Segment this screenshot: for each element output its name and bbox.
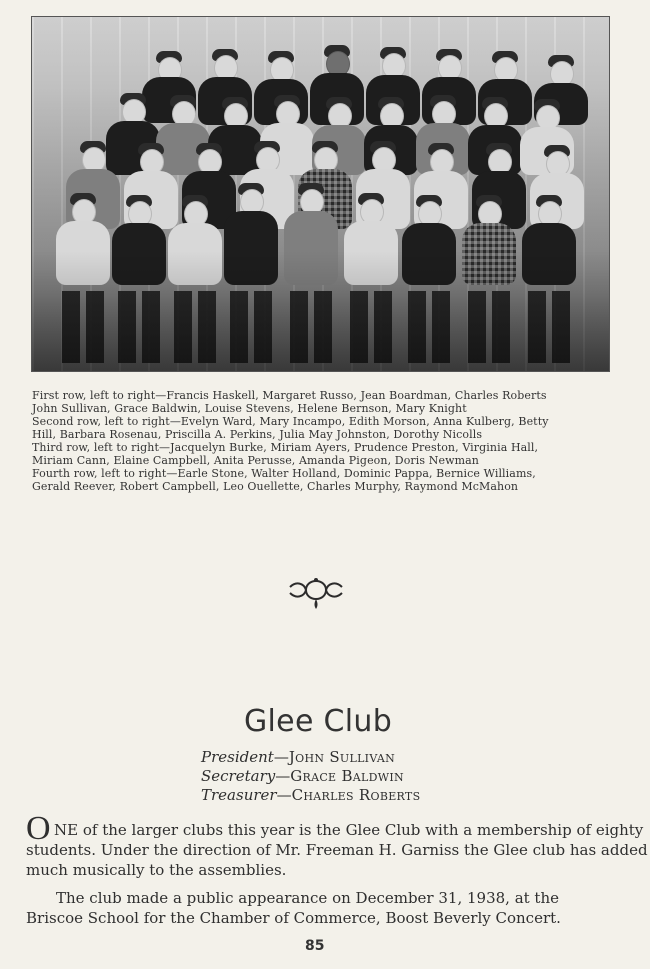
caption-line: John Sullivan, Grace Baldwin, Louise Stevens, Helene Bernson, Mary Knight (32, 402, 467, 415)
officer-name: Charles Roberts (291, 786, 421, 804)
officer-dash: — (273, 748, 289, 766)
officer-role: Secretary (201, 767, 276, 785)
paragraph-line: much musically to the assemblies. (26, 861, 287, 879)
caption-line: Hill, Barbara Rosenau, Priscilla A. Perkins, Julia May Johnston, Dorothy Nicolls (32, 428, 483, 441)
caption-line: Fourth row, left to right—Earle Stone, Walter Holland, Dominic Pappa, Bernice Williams, (32, 467, 536, 480)
officer-row (201, 786, 420, 805)
officer-name: Grace Baldwin (290, 767, 404, 785)
officer-row (201, 748, 420, 767)
page-number: 85 (305, 938, 325, 954)
officer-dash: — (276, 786, 292, 804)
caption-line: Second row, left to right—Evelyn Ward, Mary Incampo, Edith Morson, Anna Kulberg, Betty (32, 415, 549, 428)
officer-list (201, 748, 420, 805)
officer-role: President (201, 748, 274, 766)
caption-line: Miriam Cann, Elaine Campbell, Anita Perusse, Amanda Pigeon, Doris Newman (32, 454, 479, 467)
drop-cap: O (26, 810, 51, 847)
officer-dash: — (275, 767, 291, 785)
club-description (26, 810, 648, 928)
paragraph-line: NE of the larger clubs this year is the Glee Club with a membership of eighty (54, 821, 644, 839)
group-photo (31, 16, 610, 372)
second-paragraph: The club made a public appearance on December 31, 1938, at the Briscoe School for the Chamber of Commerce, Boost Beverly Concert. (26, 889, 561, 927)
officer-row (201, 767, 420, 786)
officer-name: John Sullivan (288, 748, 395, 766)
photo-floor-shadow (32, 251, 609, 371)
photo-caption (32, 389, 612, 493)
section-title: Glee Club (244, 704, 393, 739)
first-paragraph (26, 810, 648, 880)
decorative-ornament-icon (286, 575, 346, 611)
caption-line: Third row, left to right—Jacquelyn Burke, Miriam Ayers, Prudence Preston, Virginia Hall, (32, 441, 539, 454)
caption-line: First row, left to right—Francis Haskell, Margaret Russo, Jean Boardman, Charles Roberts (32, 389, 547, 402)
officer-role: Treasurer (201, 786, 277, 804)
paragraph-line: students. Under the direction of Mr. Freeman H. Garniss the Glee club has added (26, 841, 648, 859)
caption-line: Gerald Reever, Robert Campbell, Leo Ouellette, Charles Murphy, Raymond McMahon (32, 480, 519, 493)
